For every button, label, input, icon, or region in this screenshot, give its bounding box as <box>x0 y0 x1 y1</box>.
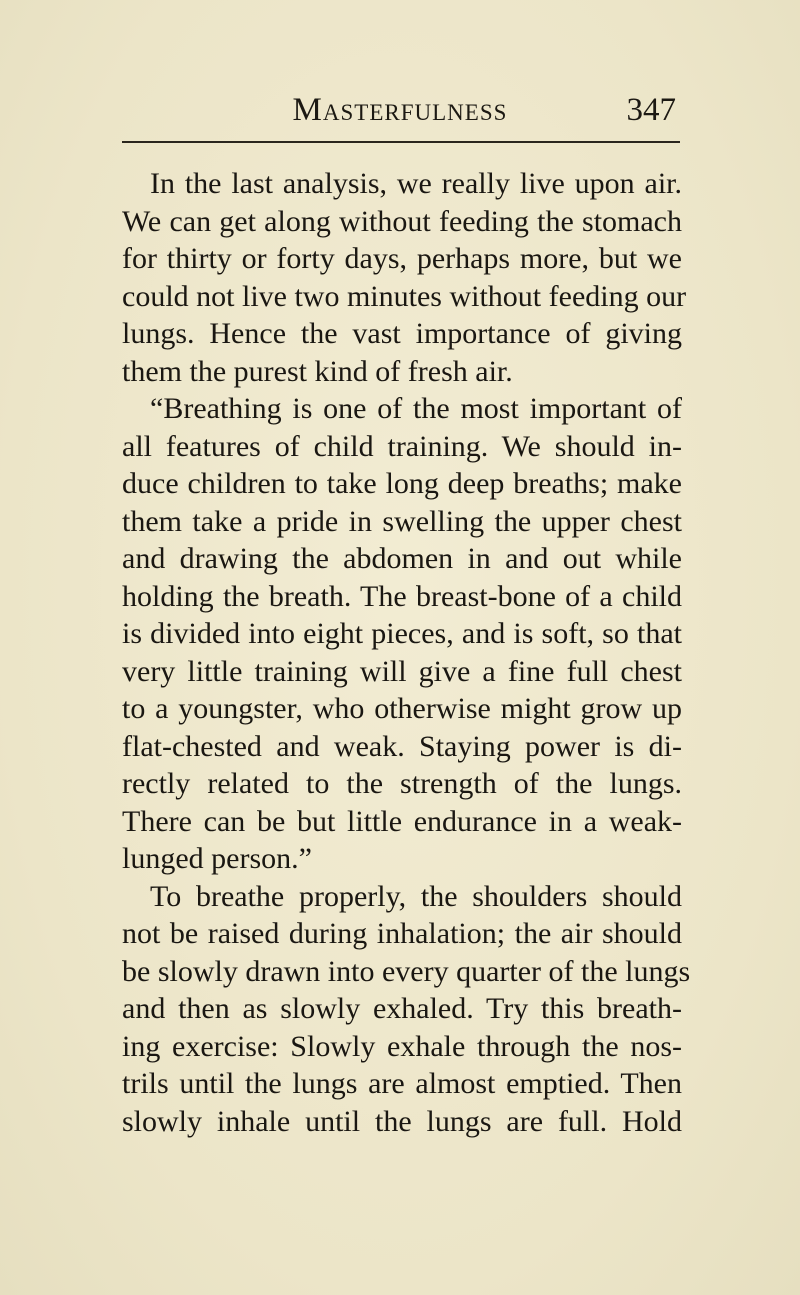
text-line: In the last analysis, we really live upon air. <box>150 167 682 200</box>
text-line: lunged person.” <box>122 842 312 875</box>
text-line: To breathe properly, the shoulders should <box>150 879 682 913</box>
text-line: could not live two minutes without feeding our <box>122 279 687 313</box>
page-number: 347 <box>626 92 676 128</box>
text-line: and then as slowly exhaled. Try this breath- <box>122 992 682 1025</box>
body-text <box>122 165 691 1140</box>
text-line: rectly related to the strength of the lungs. <box>122 767 682 800</box>
text-line: them take a pride in swelling the upper chest <box>122 504 682 538</box>
text-line: lungs. Hence the vast importance of giving <box>122 317 682 350</box>
text-line: be slowly drawn into every quarter of the lungs <box>122 954 691 988</box>
text-line: duce children to take long deep breaths; make <box>122 467 682 500</box>
header-rule <box>122 141 680 143</box>
text-line: to a youngster, who otherwise might grow up <box>122 692 682 725</box>
text-line: trils until the lungs are almost emptied. Then <box>122 1067 682 1100</box>
text-line: There can be but little endurance in a weak- <box>122 804 682 838</box>
text-line: and drawing the abdomen in and out while <box>122 542 682 575</box>
text-line: not be raised during inhalation; the air should <box>122 917 682 950</box>
running-header <box>0 92 800 132</box>
text-line: for thirty or forty days, perhaps more, but we <box>122 242 682 275</box>
text-line: “Breathing is one of the most important of <box>150 392 682 425</box>
text-line: flat-chested and weak. Staying power is di- <box>122 729 682 763</box>
text-line: We can get along without feeding the stomach <box>122 204 682 238</box>
text-line: them the purest kind of fresh air. <box>122 354 513 388</box>
text-line: is divided into eight pieces, and is soft, so that <box>122 617 682 650</box>
text-line: holding the breath. The breast-bone of a child <box>122 579 682 613</box>
text-line: ing exercise: Slowly exhale through the nos- <box>122 1029 682 1063</box>
text-line: very little training will give a fine full chest <box>122 654 682 688</box>
text-line: all features of child training. We should in- <box>122 429 682 463</box>
running-head-title: Masterfulness <box>292 92 508 128</box>
text-line: slowly inhale until the lungs are full. Hold <box>122 1104 682 1138</box>
